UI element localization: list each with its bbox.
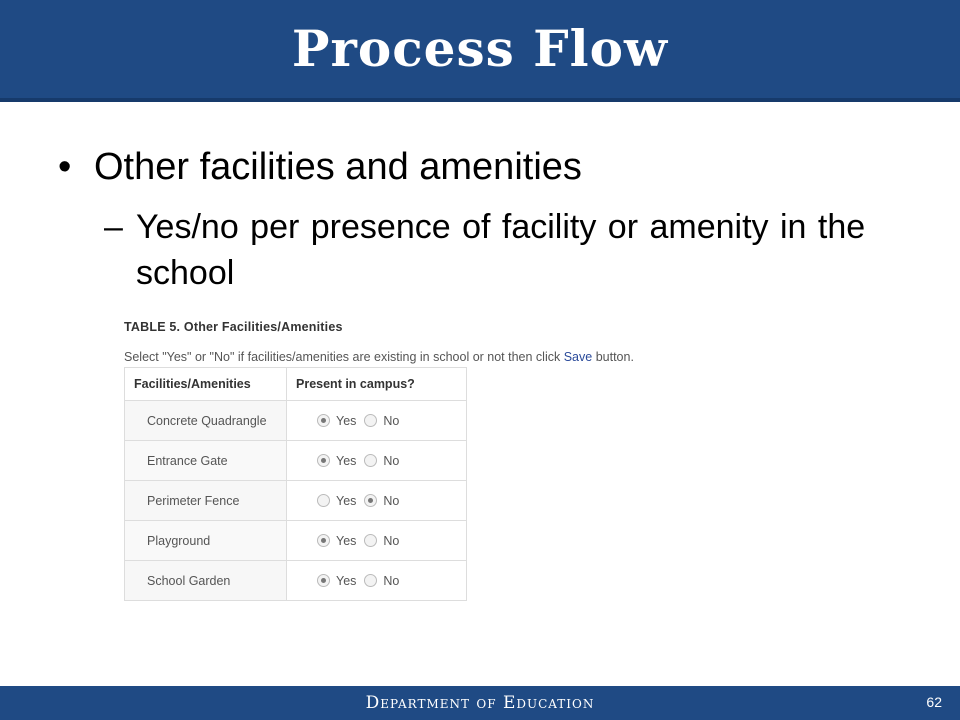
table-body	[125, 401, 467, 601]
page-number: 62	[926, 694, 942, 710]
yes-option[interactable]	[317, 494, 356, 508]
table-row	[125, 441, 467, 481]
no-radio[interactable]	[364, 574, 377, 587]
bullet-level1	[58, 146, 582, 189]
no-radio[interactable]	[364, 494, 377, 507]
no-option[interactable]	[364, 414, 399, 428]
no-option[interactable]	[364, 534, 399, 548]
presence-cell	[287, 441, 467, 481]
yes-option[interactable]	[317, 414, 356, 428]
yes-radio[interactable]	[317, 574, 330, 587]
no-option[interactable]	[364, 494, 399, 508]
yes-radio[interactable]	[317, 414, 330, 427]
save-link[interactable]: Save	[563, 350, 593, 364]
table-title: TABLE 5. Other Facilities/Amenities	[124, 320, 343, 334]
table-row	[125, 561, 467, 601]
facilities-table	[124, 367, 467, 601]
bullet-level2	[104, 204, 884, 296]
presence-cell	[287, 481, 467, 521]
title-banner	[0, 0, 960, 102]
no-label: No	[383, 573, 400, 588]
yes-label: Yes	[336, 453, 357, 468]
facility-name: Perimeter Fence	[125, 481, 287, 521]
dash-icon: –	[104, 208, 123, 246]
presence-cell	[287, 561, 467, 601]
yes-radio[interactable]	[317, 534, 330, 547]
table-header-row	[125, 368, 467, 401]
presence-cell	[287, 401, 467, 441]
bullet-icon: •	[58, 146, 72, 188]
no-option[interactable]	[364, 454, 399, 468]
no-radio[interactable]	[364, 534, 377, 547]
no-label: No	[383, 453, 400, 468]
facility-name: Entrance Gate	[125, 441, 287, 481]
no-label: No	[383, 413, 400, 428]
yes-label: Yes	[336, 413, 357, 428]
bullet-level2-text: Yes/no per presence of facility or amenity in the school	[136, 208, 866, 292]
no-option[interactable]	[364, 574, 399, 588]
yes-label: Yes	[336, 533, 357, 548]
slide-title: Process Flow	[291, 18, 669, 78]
yes-radio[interactable]	[317, 494, 330, 507]
table-row	[125, 481, 467, 521]
yes-radio[interactable]	[317, 454, 330, 467]
no-radio[interactable]	[364, 414, 377, 427]
yes-label: Yes	[336, 493, 357, 508]
column-header-facilities: Facilities/Amenities	[125, 368, 287, 401]
table-instruction	[124, 350, 634, 364]
yes-option[interactable]	[317, 574, 356, 588]
facility-name: School Garden	[125, 561, 287, 601]
facility-name: Concrete Quadrangle	[125, 401, 287, 441]
department-name: Department of Education	[365, 693, 595, 713]
instruction-text-post: button.	[592, 350, 634, 364]
bullet-level1-text: Other facilities and amenities	[94, 146, 582, 188]
yes-option[interactable]	[317, 534, 356, 548]
yes-option[interactable]	[317, 454, 356, 468]
no-label: No	[383, 493, 400, 508]
table-row	[125, 521, 467, 561]
presence-cell	[287, 521, 467, 561]
footer-bar	[0, 686, 960, 720]
yes-label: Yes	[336, 573, 357, 588]
table-row	[125, 401, 467, 441]
no-radio[interactable]	[364, 454, 377, 467]
facility-name: Playground	[125, 521, 287, 561]
instruction-text-pre: Select "Yes" or "No" if facilities/amenities are existing in school or not then click	[124, 350, 564, 364]
no-label: No	[383, 533, 400, 548]
column-header-present: Present in campus?	[287, 368, 467, 401]
